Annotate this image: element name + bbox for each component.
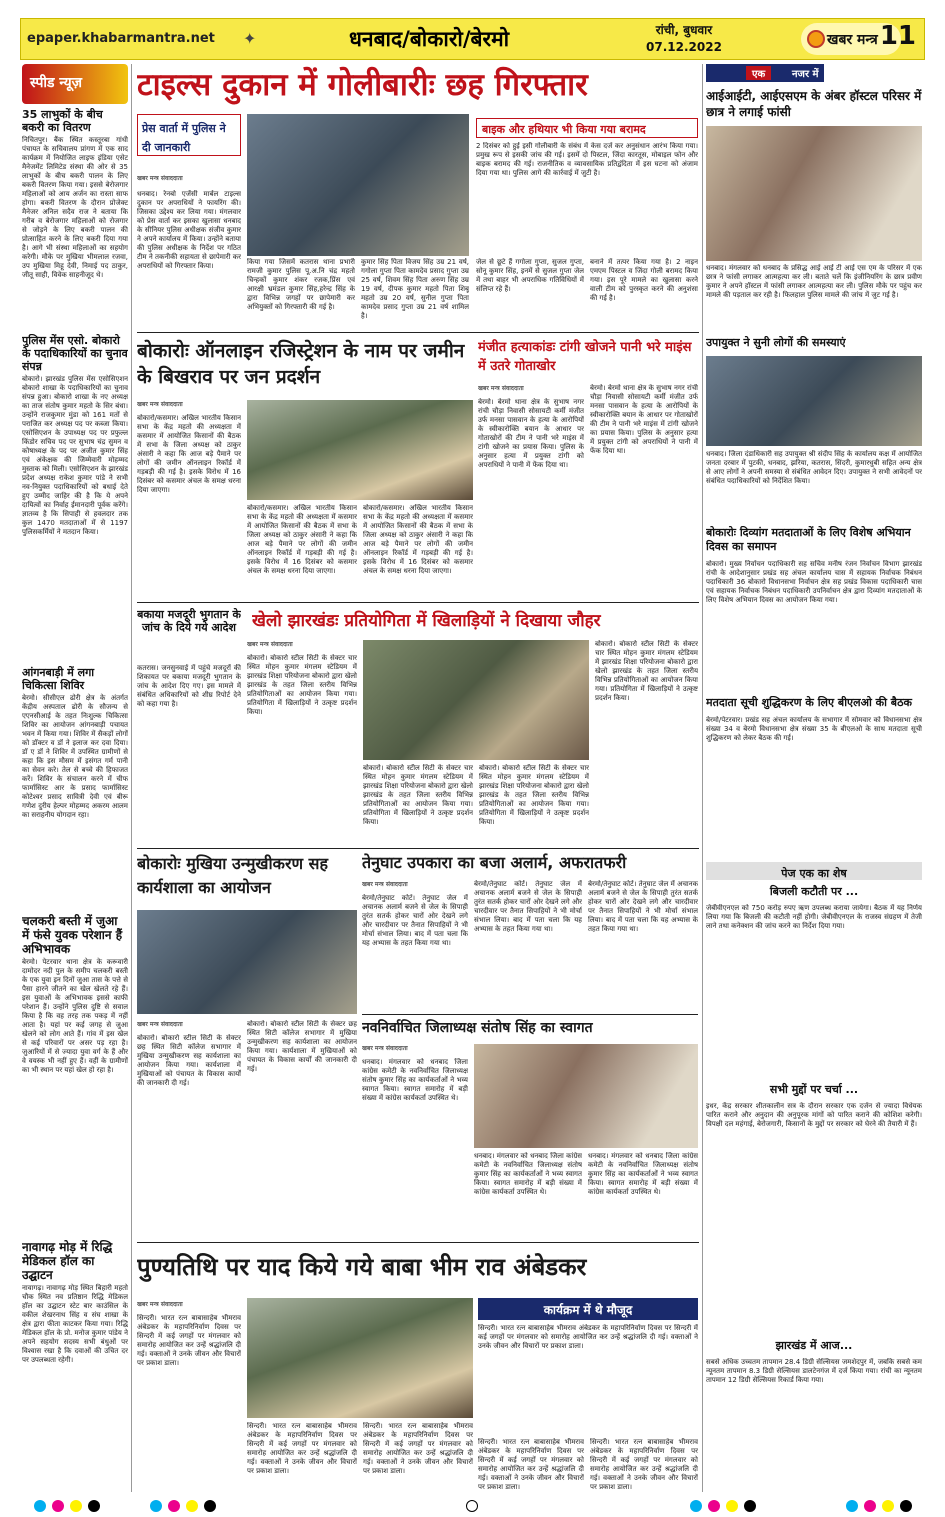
page-one-remainder-header: [706, 862, 922, 880]
header-text: पेज एक का शेष: [781, 867, 847, 880]
story-text: नावागढ़। नावागढ़ मोड़ स्थित बिहारी महतो चौक स्थित नव प्रतिष्ठान रिद्धि मेडिकल हॉल का उद्घाटन स्टेट बार काउंसिल के वकील शेखरनाथ सिंह व संघ शाखा के क्षेत्र द्वारा फीता काटकर किया गया। रिद्धि मेडिकल हॉल के प्रो. मनोज कुमार पांडेय ने अपने सहयोग सदस्य सभी बंधुओं पर विश्वास रखा है कि दवाओं की उचित दर पर उपलब्धता रहेगी।: [22, 1284, 128, 1364]
santosh-byline: खबर मन्त्र संवाददाता: [362, 1045, 408, 1052]
sports-award-photo: [363, 640, 589, 760]
story-text: बोकारो। झारखंड पुलिस मेंस एसोसिएशन बोकारो शाखा के पदाधिकारियों का चुनाव संपन्न हुआ। बोकारो शाखा के नए अध्यक्ष का ताज संतोष कुमार महतो के सिर बंधा। उन्होंने राजकुमार मुंडा को 161 मतों से पराजित कर अध्यक्ष पद पर कब्जा किया। एसोसिएशन के उपाध्यक्ष पद पर प्रफुल्ल किंडोर सचिव पद पर सुभाष चंद्र सुमन व कोषाध्यक्ष के पद पर अजीत कुमार सिंह एवं अंकेक्षक की जिम्मेवारी मोहम्मद मुस्ताक को मिली। एसोसिएशन के झारखंड प्रदेश अध्यक्ष राकेश कुमार पांडे ने सभी नव-नियुक्त पदाधिकारियों को बधाई देते हुए उम्मीद जाहिर की है कि ये अपने दायित्वों का निर्वाह ईमानदारी पूर्वक करेंगे। ज्ञातव्य है कि सिपाही से हवलदार तक कुल 1470 मतदाताओं में से 1197 पुलिसकर्मियों ने मतदान किया।: [22, 375, 128, 536]
tribute-photo: [247, 1298, 473, 1418]
brand-name: खबर मन्त्र: [827, 32, 878, 48]
registration-dot: [882, 1500, 894, 1512]
tangi-byline: खबर मन्त्र संवाददाता: [478, 385, 524, 392]
lead-weapons-text: 2 दिसंबर को हुई इसी गोलीबारी के संबंध में केस दर्ज कर अनुसंधान आरंभ किया गया। प्रमुख रूप से इसकी जांच की गई। इसमें दो पिस्टल, जिंदा कारतूस, मोबाइल फोन और बाइक बरामद की गई। राजनीतिक व व्यावसायिक प्रतिद्वंदिता में इस घटना को अंजाम दिया गया था। पुलिस आगे की कार्रवाई में जुटी है।: [476, 142, 698, 177]
attendees-box-header: कार्यक्रम में थे मौजूद: [478, 1298, 698, 1320]
story-title: आंगनबाड़ी में लगा चिकित्सा शिविर: [22, 666, 95, 692]
registration-dot: [168, 1500, 180, 1512]
brand-emblem-icon: [807, 30, 825, 48]
bokaro-byline: खबर मन्त्र संवाददाता: [137, 401, 183, 408]
section-rule: [137, 332, 699, 333]
bokaro-text-col3: बोकारो/कसमार। अखिल भारतीय किसान सभा के केंद्र महतो की अध्यक्षता में कसमार में आयोजित किसानों की बैठक में सभा के जिला अध्यक्ष को ठाकुर अंसारी ने कहा कि आज बड़े पैमाने पर लोगों की जमीन ऑनलाइन रिकॉर्ड में गड़बड़ी की गई है। इसके विरोध में 16 दिसंबर को कसमार अंचल के समक्ष धरना दिया जाएगा।: [363, 504, 473, 575]
mukhiya-headline: बोकारोः मुखिया उन्मुखीकरण सह कार्यशाला का आयोजन: [137, 854, 328, 897]
blo-title: मतदाता सूची शुद्धिकरण के लिए बीएलओ की बैठक: [706, 696, 912, 709]
right-column-rule: [702, 64, 703, 1492]
ambedkar-text-col2: सिन्दरी। भारत रत्न बाबासाहेब भीमराव अंबेडकर के महापरिनिर्वाण दिवस पर सिन्दरी में कई जगहों पर मंगलवार को समारोह आयोजित कर उन्हें श्रद्धांजलि दी गई। वक्ताओं ने उनके जीवन और विचारों पर प्रकाश डाला।: [247, 1422, 357, 1475]
bokaro-headline: बोकारोः ऑनलाइन रजिस्ट्रेशन के नाम पर जमीन के बिखराव पर जन प्रदर्शन: [137, 340, 465, 388]
registration-dot: [52, 1500, 64, 1512]
ambedkar-text-col5: सिन्दरी। भारत रत्न बाबासाहेब भीमराव अंबेडकर के महापरिनिर्वाण दिवस पर सिन्दरी में कई जगहों पर मंगलवार को समारोह आयोजित कर उन्हें श्रद्धांजलि दी गई। वक्ताओं ने उनके जीवन और विचारों पर प्रकाश डाला।: [590, 1438, 698, 1490]
lead-subhead-box: [137, 114, 241, 156]
left-story-gambling: [22, 914, 128, 1234]
story-text: बेरमो। पेटरवार थाना क्षेत्र के करूवारी दामोदर नदी पुल के समीप चलकरी बस्ती के एक युवा इन दिनों जुआ तास के पत्ते से पैसा हारने जीतने का खेल खेलते रहे हैं। इस युवाओं के अभिभावक इससे काफी परेशान हैं। उन्होंने पुलिस दुष्टि से सवाल किया है कि वह तरह तक पकड़ में नहीं आता है। यहां पर कई जगह से जुआ खेलने को लोग आते हैं। गांव में इस खेल से कई परिवारों पर असर पड़ रहा है। जुआरियों में से ज्यादा युवा वर्ग के हैं और वे वयस्क भी नहीं हुए हैं। वहीं के ग्रामीणों का भी स्थान पर यहां खेल हो रहा है।: [22, 958, 128, 1074]
issues-title: सभी मुद्दों पर चर्चा ...: [769, 1083, 859, 1096]
lead-headline: टाइल्स दुकान में गोलीबारीः छह गिरफ्तार: [137, 67, 588, 103]
labour-headline: बकाया मजदूरी भुगतान के जांच के दिये गये आदेश: [137, 608, 241, 634]
tenughat-text-col1: बेरमो/तेनुघाट कोर्ट। तेनुघाट जेल में अचानक अलार्म बजने से जेल के सिपाही तुरंत सतर्क होकर चारों ओर देखने लगे और चारदीवार पर तैनात सिपाहियों ने भी मोर्चा संभाल लिया। बाद में पता चला कि यह अभ्यास के तहत किया गया था।: [362, 894, 468, 947]
tenughat-byline: खबर मन्त्र संवाददाता: [362, 881, 408, 888]
khelo-text-col2: बोकारो। बोकारो स्टील सिटी के सेक्टर चार स्थित मोहन कुमार मंगलम स्टेडियम में झारखंड शिक्षा परियोजना बोकारो द्वारा खेलो झारखंड के तहत जिला स्तरीय विभिन्न प्रतियोगिताओं का आयोजन किया गया। प्रतियोगिता में खिलाड़ियों ने उत्कृष्ट प्रदर्शन किया।: [363, 764, 473, 826]
color-registration-strip: [0, 1496, 945, 1517]
hostel-photo: [706, 126, 922, 261]
page-number: 11: [879, 21, 916, 51]
registration-dot: [690, 1500, 702, 1512]
khelo-text-col3: बोकारो। बोकारो स्टील सिटी के सेक्टर चार स्थित मोहन कुमार मंगलम स्टेडियम में झारखंड शिक्षा परियोजना बोकारो द्वारा खेलो झारखंड के तहत जिला स्तरीय विभिन्न प्रतियोगिताओं का आयोजन किया गया। प्रतियोगिता में खिलाड़ियों ने उत्कृष्ट प्रदर्शन किया।: [479, 764, 589, 826]
registration-dot: [88, 1500, 100, 1512]
registration-dot: [846, 1500, 858, 1512]
press-conference-photo: [247, 114, 469, 256]
khelo-byline: खबर मन्त्र संवाददाता: [247, 641, 293, 648]
day-label: रांची, बुधवार: [655, 23, 713, 37]
welcome-photo: [474, 1044, 698, 1148]
edition-title: धनबाद/बोकारो/बेरमो: [349, 27, 510, 51]
ambedkar-text-col3: सिन्दरी। भारत रत्न बाबासाहेब भीमराव अंबेडकर के महापरिनिर्वाण दिवस पर सिन्दरी में कई जगहों पर मंगलवार को समारोह आयोजित कर उन्हें श्रद्धांजलि दी गई। वक्ताओं ने उनके जीवन और विचारों पर प्रकाश डाला।: [363, 1422, 473, 1475]
left-story-police-assoc: [22, 334, 128, 664]
crosshair-icon: [466, 1500, 478, 1512]
pointer-cursor-icon: ✦: [243, 29, 257, 48]
registration-dot: [744, 1500, 756, 1512]
khelo-headline: खेलो झारखंडः प्रतियोगिता में खिलाड़ियों ने दिखाया जौहर: [252, 611, 601, 631]
janta-darbar-photo: [706, 356, 922, 446]
lead-weapons-box-header: बाइक और हथियार भी किया गया बरामद: [476, 118, 698, 138]
khelo-text-col1: बोकारो। बोकारो स्टील सिटी के सेक्टर चार स्थित मोहन कुमार मंगलम स्टेडियम में झारखंड शिक्षा परियोजना बोकारो द्वारा खेलो झारखंड के तहत जिला स्तरीय विभिन्न प्रतियोगिताओं का आयोजन किया गया। प्रतियोगिता में खिलाड़ियों ने उत्कृष्ट प्रदर्शन किया।: [247, 654, 357, 716]
blo-text: बेरमो/पेटरवार। प्रखंड सह अंचल कार्यालय के सभागार में सोमवार को विधानसभा क्षेत्र संख्या 34 व बेरमो विधानसभा क्षेत्र संख्या 35 के बीएलओ के साथ मतदाता सूची शुद्धिकरण को लेकर बैठक की गई।: [706, 716, 922, 742]
left-column-rule: [131, 64, 132, 1492]
left-story-goats: [22, 108, 128, 333]
santosh-text-col2: धनबाद। मंगलवार को धनबाद जिला कांग्रेस कमेटी के नवनिर्वाचित जिलाध्यक्ष संतोष कुमार सिंह का कार्यकर्ताओं ने भव्य स्वागत किया। स्वागत समारोह में बड़ी संख्या में कांग्रेस कार्यकर्ता उपस्थित थे।: [474, 1152, 582, 1196]
lead-text-col1: धनबाद। रेनबो एजेंसी मार्बल टाइल्स दुकान पर अपराधियों ने फायरिंग की। जिसका उद्देश्य कर लिया गया। मंगलवार को प्रेस वार्ता कर इसका खुलासा धनबाद के सीनियर पुलिस अधीक्षक संजीव कुमार ने अपने कार्यालय में किया। उन्होंने बताया की पुलिस अधीक्षक के निर्देश पर गठित टीम ने तकनीकी सहायता से छापेमारी कर अपराधियों को गिरफ्तार किया।: [137, 190, 241, 270]
attendees-text: सिन्दरी। भारत रत्न बाबासाहेब भीमराव अंबेडकर के महापरिनिर्वाण दिवस पर सिन्दरी में कई जगहों पर मंगलवार को समारोह आयोजित कर उन्हें श्रद्धांजलि दी गई। वक्ताओं ने उनके जीवन और विचारों पर प्रकाश डाला।: [478, 1324, 698, 1350]
tenughat-text-col3: बेरमो/तेनुघाट कोर्ट। तेनुघाट जेल में अचानक अलार्म बजने से जेल के सिपाही तुरंत सतर्क होकर चारों ओर देखने लगे और चारदीवार पर तैनात सिपाहियों ने भी मोर्चा संभाल लिया। बाद में पता चला कि यह अभ्यास के तहत किया गया था।: [588, 880, 698, 933]
speed-news-badge: [22, 64, 128, 104]
registration-dot: [204, 1500, 216, 1512]
protest-photo: [247, 400, 473, 500]
dc-text: धनबाद। जिला दंडाधिकारी सह उपायुक्त श्री संदीप सिंह के कार्यालय कक्ष में आयोजित जनता दरबार में पुटकी, धनबाद, झरिया, कतरास, सिंदरी, कुमारधुबी सहित अन्य क्षेत्र से आए लोगों ने अपनी समस्या से संबंधित आवेदन दिए। उपायुक्त ने सभी आवेदनों पर संबंधित पदाधिकारियों को निर्देशित किया।: [706, 450, 922, 485]
ek-nazar-tag: [706, 64, 824, 82]
ambedkar-byline: खबर मन्त्र संवाददाता: [137, 1301, 183, 1308]
divyang-title: बोकारोः दिव्यांग मतदाताओं के लिए विशेष अभियान दिवस का समापन: [706, 526, 911, 553]
story-title: पुलिस मेंस एसो. बोकारो के पदाधिकारियों का चुनाव संपन्न: [22, 334, 128, 373]
registration-dot: [186, 1500, 198, 1512]
issues-text: इधर, केंद्र सरकार शीतकालीन सत्र के दौरान सरकार एक दर्जन से ज्यादा विधेयक पारित कराने और अनुदान की अनुपूरक मांगों को पारित कराने की कोशिश करेगी। विपक्षी दल महंगाई, बेरोजगारी, किसानों के मुद्दों पर सरकार को घेरने की तैयारी में हैं।: [706, 1102, 922, 1128]
registration-dot: [708, 1500, 720, 1512]
ambedkar-text-col1: सिन्दरी। भारत रत्न बाबासाहेब भीमराव अंबेडकर के महापरिनिर्वाण दिवस पर सिन्दरी में कई जगहों पर मंगलवार को समारोह आयोजित कर उन्हें श्रद्धांजलि दी गई। वक्ताओं ने उनके जीवन और विचारों पर प्रकाश डाला।: [137, 1314, 241, 1367]
lead-byline: खबर मन्त्र संवाददाता: [137, 175, 183, 182]
mukhiya-text-col2: बोकारो। बोकारो स्टील सिटी के सेक्टर छह स्थित सिटी कॉलेज सभागार में मुखिया उन्मुखीकरण सह कार्यशाला का आयोजन किया गया। कार्यशाला में मुखियाओं को पंचायत के विकास कार्यों की जानकारी दी गई।: [247, 1020, 357, 1073]
iit-title: आईआईटी, आईएसएम के अंबर हॉस्टल परिसर में छात्र ने लगाई फांसी: [706, 89, 922, 119]
badge-label: स्पीड न्यूज़: [30, 75, 83, 91]
date-label: 07.12.2022: [646, 40, 722, 54]
ambedkar-headline: पुण्यतिथि पर याद किये गये बाबा भीम राव अंबेडकर: [137, 1253, 587, 1281]
registration-dot: [864, 1500, 876, 1512]
story-title: नावागढ़ मोड़ में रिद्धि मेडिकल हॉल का उद्घाटन: [22, 1240, 113, 1282]
labour-text: कतरास। जनसुनवाई में पहुंचे मजदूरों की शिकायत पर बकाया मजदूरी भुगतान के जांच के आदेश दिए गए। इस मामले में संबंधित अधिकारियों को शीघ्र रिपोर्ट देने को कहा गया है।: [137, 664, 241, 708]
tangi-headline: मंजीत हत्याकांडः टांगी खोजने पानी भरे माइंस में उतरे गोताखोर: [478, 340, 692, 374]
section-rule: [137, 848, 699, 849]
lead-text-col2: किया गया जिसमें कतरास थाना प्रभारी रामजी कुमार पुलिस पू.अ.नि चंद्र महतो चिन्हकों कुमार शंकर रजक,प्रिंस एवं आरक्षी भ्रमंडल कुमार सिंह,हरेन्द्र सिंह के द्वारा विभिन्न जगहों पर छापेमारी कर अभियुक्तों को गिरफ्तारी की गई है।: [247, 258, 355, 311]
dc-title: उपायुक्त ने सुनी लोगों की समस्याएं: [706, 336, 846, 349]
left-story-medical: [22, 1240, 128, 1490]
registration-dot: [70, 1500, 82, 1512]
story-text: निचितपुर। बैंक स्थित कस्तूरबा गांधी पंचायत के सचिवालय प्रांगण में एक साद कार्यक्रम में नियोजित लाइफ इंडिया एसेट मैनेजमेंट लिमिटेड संस्था की ओर से 35 लाभुकों के बीच बकरी पालन के लिए बकरी वितरण किया गया। इससे बेरोजगार महिलाओं को आय अर्जन का रास्ता साफ होगा। बकरी वितरण के दौरान प्रोजेक्ट मैनेजर अनिल सदैव राज ने बताया कि गरीब व बेरोजगार महिलाओं को रोजगार से जोड़ने के लिए बकरी पालन की प्रोत्साहित करने के लिए बकरी दिया गया है। आगे भी संस्था महिलाओं का सहयोग करेगी। मौके पर मुखिया भीमलाल रजवा, उप मुखिया मिहू देवी, निमाई पद ठाकुर, जीतू साही, विवेक साहनीजूद थे।: [22, 136, 128, 279]
story-text: बेरमो। सीसीएल ढोरी क्षेत्र के अंतर्गत केंद्रीय अस्पताल ढोरी के सौजन्य से एएनसीआई के तहत निःशुल्क चिकित्सा शिविर का आयोजन आंगनबाड़ी पचायत भवन में किया गया। शिविर में सैकड़ों लोगों को डॉक्टर व डॉ ने इलाज कर दवा दिया। डॉ ए डॉ ने शिविर में उपस्थित ग्रामीणों से कहा कि इस मौसम में इसंगत गर्म पानी का सेवन करे। तेल से बच्चे की हिफाजत करें। शिविर के संचालन करने में चीफ फार्मासिस्ट आर के प्रसाद फार्मासिस्ट कोटेश्वर प्रसाद सावित्री देवी एवं बीरू गणेश दुरीय हेल्पर मोहम्मद अकरम आलम का सराहनीय योगदान रहा।: [22, 694, 128, 819]
registration-dot: [34, 1500, 46, 1512]
date-block: [646, 22, 722, 56]
santosh-text-col3: धनबाद। मंगलवार को धनबाद जिला कांग्रेस कमेटी के नवनिर्वाचित जिलाध्यक्ष संतोष कुमार सिंह का कार्यकर्ताओं ने भव्य स्वागत किया। स्वागत समारोह में बड़ी संख्या में कांग्रेस कार्यकर्ता उपस्थित थे।: [588, 1152, 698, 1196]
masthead-bar: [20, 18, 925, 60]
weather-title: झारखंड में आज...: [775, 1339, 853, 1352]
tangi-text-col1: बेरमो। बेरमो थाना क्षेत्र के सुभाष नगर रांची चौड़ा निवासी सोसायटी कर्मी मंजीत उर्फ मनसा पासवान के हत्या के आरोपियों के स्वीकारोक्ति बयान के आधार पर गोताखोरों की टीम ने पानी भरे माइंस में टांगी खोजने का प्रयास किया। पुलिस के अनुसार हत्या में प्रयुक्त टांगी को अपराधियों ने पानी में फेंक दिया था।: [478, 398, 584, 469]
registration-dot: [150, 1500, 162, 1512]
lead-text-col5: जेल से छूटे हैं गगोला गुप्ता, सुजल गुप्ता, सोनू कुमार सिंह, इनमें से सुजल गुप्ता जेल में तथा बाहर भी अपराधिक गतिविधियों में संलिप्त रहे हैं।: [476, 258, 584, 293]
registration-dot: [726, 1500, 738, 1512]
lead-text-col6: बनाने में तत्पर किया गया है। 2 नाइन एमएम पिस्टल व जिंदा गोली बरामद किया गया। इस पूरे मामले का खुलासा करने वाली टीम को पुरस्कृत करने की अनुशंसा की गई है।: [590, 258, 698, 302]
tangi-text-col2: बेरमो। बेरमो थाना क्षेत्र के सुभाष नगर रांची चौड़ा निवासी सोसायटी कर्मी मंजीत उर्फ मनसा पासवान के हत्या के आरोपियों के स्वीकारोक्ति बयान के आधार पर गोताखोरों की टीम ने पानी भरे माइंस में टांगी खोजने का प्रयास किया। पुलिस के अनुसार हत्या में प्रयुक्त टांगी को अपराधियों ने पानी में फेंक दिया था।: [590, 384, 698, 455]
mukhiya-text-col1: बोकारो। बोकारो स्टील सिटी के सेक्टर छह स्थित सिटी कॉलेज सभागार में मुखिया उन्मुखीकरण सह कार्यशाला का आयोजन किया गया। कार्यशाला में मुखियाओं को पंचायत के विकास कार्यों की जानकारी दी गई।: [137, 1034, 241, 1087]
registration-dot: [900, 1500, 912, 1512]
lead-text-col3: कुमार सिंह पिता विजय सिंह उम्र 21 वर्ष, गगोला गुप्ता पिता कामदेव प्रसाद गुप्ता उम्र 25 वर्ष, शिवम सिंह पिता अरुण सिंह उम्र 19 वर्ष, दीपक कुमार महतो पिता शिबू महतो उम्र 20 वर्ष, सुनील गुप्ता पिता कामदेव प्रसाद गुप्ता उम्र 21 वर्ष शामिल है।: [361, 258, 469, 320]
khelo-text-col4: बोकारो। बोकारो स्टील सिटी के सेक्टर चार स्थित मोहन कुमार मंगलम स्टेडियम में झारखंड शिक्षा परियोजना बोकारो द्वारा खेलो झारखंड के तहत जिला स्तरीय विभिन्न प्रतियोगिताओं का आयोजन किया गया। प्रतियोगिता में खिलाड़ियों ने उत्कृष्ट प्रदर्शन किया।: [595, 640, 698, 702]
ambedkar-text-col4: सिन्दरी। भारत रत्न बाबासाहेब भीमराव अंबेडकर के महापरिनिर्वाण दिवस पर सिन्दरी में कई जगहों पर मंगलवार को समारोह आयोजित कर उन्हें श्रद्धांजलि दी गई। वक्ताओं ने उनके जीवन और विचारों पर प्रकाश डाला।: [478, 1438, 584, 1490]
mukhiya-byline: खबर मन्त्र संवाददाता: [137, 1021, 183, 1028]
bokaro-text-col1: बोकारो/कसमार। अखिल भारतीय किसान सभा के केंद्र महतो की अध्यक्षता में कसमार में आयोजित किसानों की बैठक में सभा के जिला अध्यक्ष को ठाकुर अंसारी ने कहा कि आज बड़े पैमाने पर लोगों की जमीन ऑनलाइन रिकॉर्ड में गड़बड़ी की गई है। इसके विरोध में 16 दिसंबर को कसमार अंचल के समक्ष धरना दिया जाएगा।: [137, 414, 241, 494]
bokaro-text-col2: बोकारो/कसमार। अखिल भारतीय किसान सभा के केंद्र महतो की अध्यक्षता में कसमार में आयोजित किसानों की बैठक में सभा के जिला अध्यक्ष को ठाकुर अंसारी ने कहा कि आज बड़े पैमाने पर लोगों की जमीन ऑनलाइन रिकॉर्ड में गड़बड़ी की गई है। इसके विरोध में 16 दिसंबर को कसमार अंचल के समक्ष धरना दिया जाएगा।: [247, 504, 357, 575]
tag-b: नजर में: [792, 69, 819, 80]
subhead-text: प्रेस वार्ता में पुलिस ने दी जानकारी: [142, 122, 226, 154]
iit-text: धनबाद। मंगलवार को धनबाद के प्रसिद्ध आई आई टी आई एस एम के परिसर में एक छात्र ने फांसी लगाकर आत्महत्या कर ली। बताते चलें कि इंजीनियरिंग के छात्र प्रवीण कुमार ने अपने हॉस्टल में फांसी लगाकर आत्महत्या कर ली। पुलिस मौके पर पहुंच कर मामले की पड़ताल कर रही है। फिलहाल पुलिस मामले की जांच में जुट गई है।: [706, 264, 922, 299]
santosh-headline: नवनिर्वाचित जिलाध्यक्ष संतोष सिंह का स्वागत: [362, 1020, 593, 1036]
tag-a: एक: [746, 66, 771, 80]
section-rule: [362, 1014, 698, 1015]
workshop-photo: [137, 910, 357, 1014]
left-story-camp: [22, 666, 128, 911]
santosh-text-col1: धनबाद। मंगलवार को धनबाद जिला कांग्रेस कमेटी के नवनिर्वाचित जिलाध्यक्ष संतोष कुमार सिंह का कार्यकर्ताओं ने भव्य स्वागत किया। स्वागत समारोह में बड़ी संख्या में कांग्रेस कार्यकर्ता उपस्थित थे।: [362, 1058, 468, 1102]
section-rule: [137, 602, 699, 603]
story-title: 35 लाभुकों के बीच बकरी का वितरण: [22, 108, 103, 134]
section-rule: [137, 1242, 699, 1243]
divyang-text: बोकारो। मुख्य निर्वाचन पदाधिकारी सह सचिव मनीष रंजन निर्वाचन विभाग झारखंड रांची के आदेशानुसार प्रखंड सह अंचल कार्यालय चास में सहायक निर्वाचक निबंधन पदाधिकारी 36 बोकारो विधानसभा निर्वाचन क्षेत्र सह प्रखंड विकास पदाधिकारी चास एवं सहायक निर्वाचक निबंधन पदाधिकारी उपनिर्वाचन क्षेत्र द्वारा दिव्यांग मतदाताओं के लिए विशेष अभियान दिवस का आयोजन किया गया।: [706, 560, 922, 604]
tenughat-headline: तेनुघाट उपकारा का बजा अलार्म, अफरातफरी: [362, 853, 627, 872]
weather-text: सबसे अधिक उच्चतम तापमान 28.4 डिग्री सेल्सियस जमशेदपुर में, जबकि सबसे कम न्यूनतम तापमान 8.3 डिग्री सेल्सियस डालटेनगंज में दर्ज किया गया। रांची का न्यूनतम तापमान 12 डिग्री सेल्सियस रिकार्ड किया गया।: [706, 1358, 922, 1384]
tenughat-text-col2: बेरमो/तेनुघाट कोर्ट। तेनुघाट जेल में अचानक अलार्म बजने से जेल के सिपाही तुरंत सतर्क होकर चारों ओर देखने लगे और चारदीवार पर तैनात सिपाहियों ने भी मोर्चा संभाल लिया। बाद में पता चला कि यह अभ्यास के तहत किया गया था।: [474, 880, 582, 933]
story-title: चलकरी बस्ती में जुआ में फंसे युवक परेशान हैं अभिभावक: [22, 914, 123, 956]
site-url[interactable]: epaper.khabarmantra.net: [27, 31, 215, 46]
power-cut-title: बिजली कटौती पर ...: [769, 885, 859, 898]
power-cut-text: जेबीवीएनएल को 750 करोड़ रुपए ऋण उपलब्ध कराया जायेगा। बैठक में यह निर्णय लिया गया कि बिजली की कटौती नहीं होगी। जेबीवीएनएल के राजस्व संग्रहण में तेजी लाने तथा कनेक्शन की जांच करने का निर्देश दिया गया।: [706, 904, 922, 930]
